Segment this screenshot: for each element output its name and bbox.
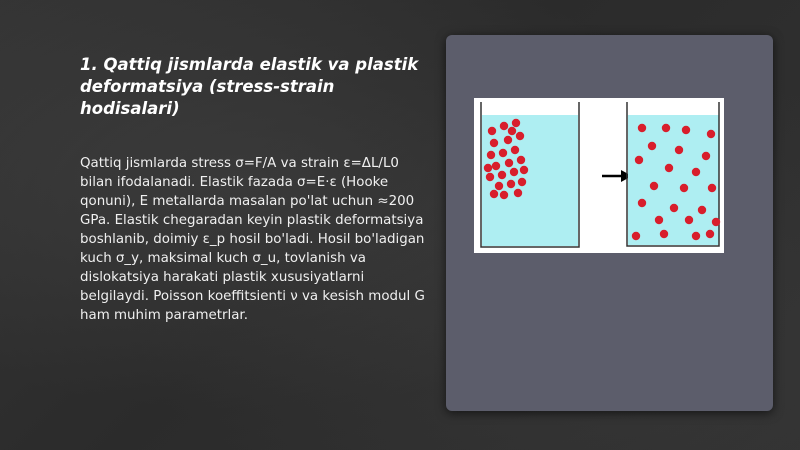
particle: [648, 142, 656, 150]
right-beaker: [627, 102, 720, 246]
particle: [510, 168, 518, 176]
particle: [492, 162, 500, 170]
particle: [708, 184, 716, 192]
particle: [488, 127, 496, 135]
particle: [520, 166, 528, 174]
particle: [499, 149, 507, 157]
particle: [516, 132, 524, 140]
particle: [486, 173, 494, 181]
particle: [484, 164, 492, 172]
particle: [685, 216, 693, 224]
particle: [675, 146, 683, 154]
particle: [707, 130, 715, 138]
particle: [498, 171, 506, 179]
slide-body-text: Qattiq jismlarda stress σ=F/A va strain ε=ΔL/L0 bilan ifodalanadi. Elastik fazada σ=E·ε (Hooke qonuni), E metallarda masalan po'lat uchun ≈200 GPa. Elastik chegaradan keyin plastik deformatsiya boshlanib, doimiy ε_p hosil bo'ladi. Hosil bo'ladigan kuch σ_y, maksimal kuch σ_u, tovlanish va dislokatsiya harakati plastik xususiyatlarni belgilaydi. Poisson koeffitsienti ν va kesish modul G ham muhim parametrlar.: [80, 156, 425, 323]
particle: [692, 168, 700, 176]
particle: [706, 230, 714, 238]
particle: [507, 180, 515, 188]
diffusion-beakers-illustration: [474, 98, 724, 253]
particle: [655, 216, 663, 224]
right-liquid: [628, 115, 719, 245]
slide-title: 1. Qattiq jismlarda elastik va plastik deformatsiya (stress-strain hodisalari): [80, 55, 419, 118]
particle: [682, 126, 690, 134]
particle: [514, 189, 522, 197]
beakers-svg: [474, 98, 724, 253]
particle: [665, 164, 673, 172]
particle: [698, 206, 706, 214]
left-liquid: [482, 115, 578, 246]
particle: [638, 199, 646, 207]
particle: [490, 139, 498, 147]
particle: [495, 182, 503, 190]
particle: [500, 191, 508, 199]
particle: [518, 178, 526, 186]
particle: [662, 124, 670, 132]
particle: [505, 159, 513, 167]
particle: [517, 156, 525, 164]
particle: [632, 232, 640, 240]
particle: [511, 146, 519, 154]
particle: [490, 190, 498, 198]
particle: [660, 230, 668, 238]
particle: [692, 232, 700, 240]
particle: [638, 124, 646, 132]
particle: [487, 151, 495, 159]
particle: [680, 184, 688, 192]
particle: [504, 136, 512, 144]
particle: [670, 204, 678, 212]
particle: [635, 156, 643, 164]
particle: [712, 218, 720, 226]
left-beaker: [481, 102, 579, 247]
particle: [650, 182, 658, 190]
particle: [500, 122, 508, 130]
particle: [702, 152, 710, 160]
particle: [512, 119, 520, 127]
particle: [508, 127, 516, 135]
